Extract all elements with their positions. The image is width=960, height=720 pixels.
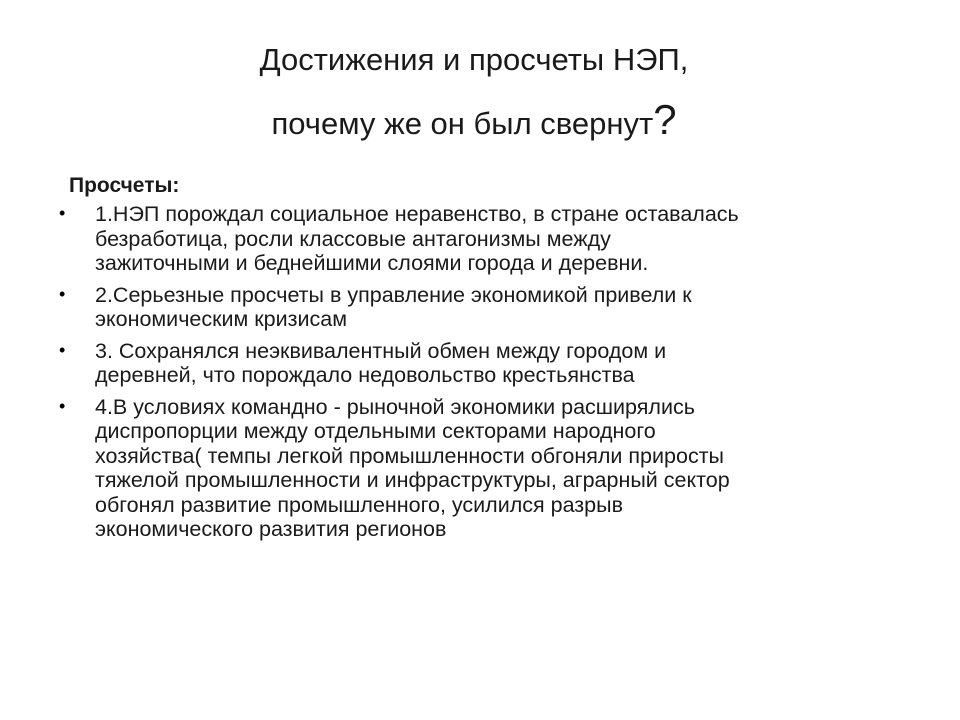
bullet-dot-icon: •: [59, 395, 66, 416]
slide-title-line-2-text: почему же он был свернут: [271, 106, 654, 141]
bullet-item: [59, 338, 925, 388]
bullet-dot-icon: •: [59, 283, 66, 304]
bullet-text-line: экономического развития регионов: [95, 517, 447, 541]
bullet-item: [59, 394, 925, 542]
slide-title-line-2: [0, 96, 954, 144]
bullet-item: [59, 282, 925, 332]
bullet-item: [59, 202, 925, 276]
bullet-text-line: экономическим кризисам: [95, 307, 348, 331]
bullet-text-line: безработица, росли классовые антагонизмы между: [95, 226, 611, 251]
bullet-text-line: 4.В условиях командно - рыночной экономики расширялись: [95, 394, 695, 419]
bullet-list: [59, 202, 925, 549]
bullet-text-line: диспропорции между отдельными секторами народного: [95, 419, 656, 443]
bullet-text-line: тяжелой промышленности и инфраструктуры, аграрный сектор: [95, 468, 730, 492]
bullet-dot-icon: •: [59, 203, 66, 223]
bullet-text-line: хозяйства( темпы легкой промышленности обгоняли приросты: [95, 443, 724, 468]
slide-title-line-1: Достижения и просчеты НЭП,: [259, 42, 689, 77]
bullet-dot-icon: •: [59, 339, 66, 360]
section-heading: Просчеты:: [69, 174, 180, 197]
bullet-text-line: обгонял развитие промышленного, усилился разрыв: [95, 492, 623, 517]
bullet-text-line: 3. Сохранялся неэквивалентный обмен между городом и: [95, 338, 667, 363]
bullet-text-line: 2.Серьезные просчеты в управление экономикой привели к: [95, 282, 692, 307]
bullet-text-line: 1.НЭП порождал социальное неравенство, в стране оставалась: [95, 202, 739, 226]
title-question-mark: ?: [653, 96, 677, 143]
bullet-text-line: зажиточными и беднейшими слоями города и деревни.: [95, 251, 649, 275]
bullet-text-line: деревней, что порождало недовольство крестьянства: [95, 363, 635, 387]
